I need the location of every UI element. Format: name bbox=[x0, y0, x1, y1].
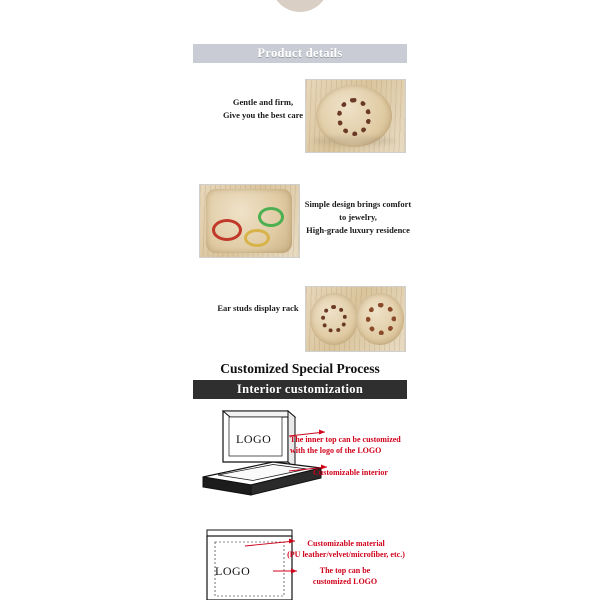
customizable-interior-annotation-line-1: Customizable interior bbox=[313, 468, 388, 477]
closed-box-svg bbox=[185, 524, 415, 600]
block1-line-1: Gentle and firm, bbox=[232, 97, 294, 107]
product-photo-bracelet-tray bbox=[305, 79, 406, 153]
product-details-block2-text bbox=[303, 198, 413, 237]
closed-box-diagram bbox=[185, 524, 415, 600]
beaded-bracelet-left bbox=[321, 305, 347, 333]
inner-top-annotation-line-1: The inner top can be customized bbox=[290, 435, 401, 444]
customized-special-process-headline: Customized Special Process bbox=[220, 361, 380, 376]
top-ornament bbox=[0, 0, 600, 18]
product-details-banner: Product details bbox=[193, 44, 407, 63]
block1-line-2: Give you the best care bbox=[222, 110, 304, 120]
plate-shadow bbox=[312, 136, 396, 146]
beaded-bracelet-right bbox=[366, 303, 396, 335]
block2-line-3: High-grade luxury residence bbox=[306, 225, 410, 235]
open-box-svg bbox=[185, 405, 415, 510]
open-box-diagram bbox=[185, 405, 415, 510]
interior-customization-banner: Interior customization bbox=[193, 380, 407, 399]
lid-logo-label: LOGO bbox=[236, 432, 272, 446]
green-bangle bbox=[258, 207, 284, 227]
customizable-material-annotation-line-1: Customizable material bbox=[307, 539, 385, 548]
customizable-material-annotation bbox=[276, 538, 416, 560]
product-photo-bangle-tray bbox=[199, 184, 300, 258]
block3-line-1: Ear studs display rack bbox=[217, 303, 299, 313]
red-bangle bbox=[212, 219, 242, 241]
inner-top-annotation-line-2: with the logo of the LOGO bbox=[290, 446, 382, 455]
customizable-interior-annotation bbox=[313, 467, 433, 478]
customizable-material-annotation-line-2: (PU leather/velvet/microfiber, etc.) bbox=[287, 550, 405, 559]
product-details-block3-text bbox=[198, 302, 318, 315]
block2-line-2: to jewelry, bbox=[339, 212, 377, 222]
beaded-bracelet bbox=[337, 98, 371, 136]
top-customized-logo-annotation-line-2: customized LOGO bbox=[312, 577, 378, 586]
inner-top-annotation bbox=[290, 434, 415, 456]
circle-ornament bbox=[271, 0, 329, 12]
block2-line-1: Simple design brings comfort bbox=[304, 199, 412, 209]
top-customized-logo-annotation bbox=[290, 565, 400, 587]
gold-bangle bbox=[244, 229, 270, 247]
product-photo-two-trays bbox=[305, 286, 406, 352]
top-customized-logo-annotation-line-1: The top can be bbox=[319, 566, 371, 575]
box-front-logo-label: LOGO bbox=[215, 564, 251, 578]
